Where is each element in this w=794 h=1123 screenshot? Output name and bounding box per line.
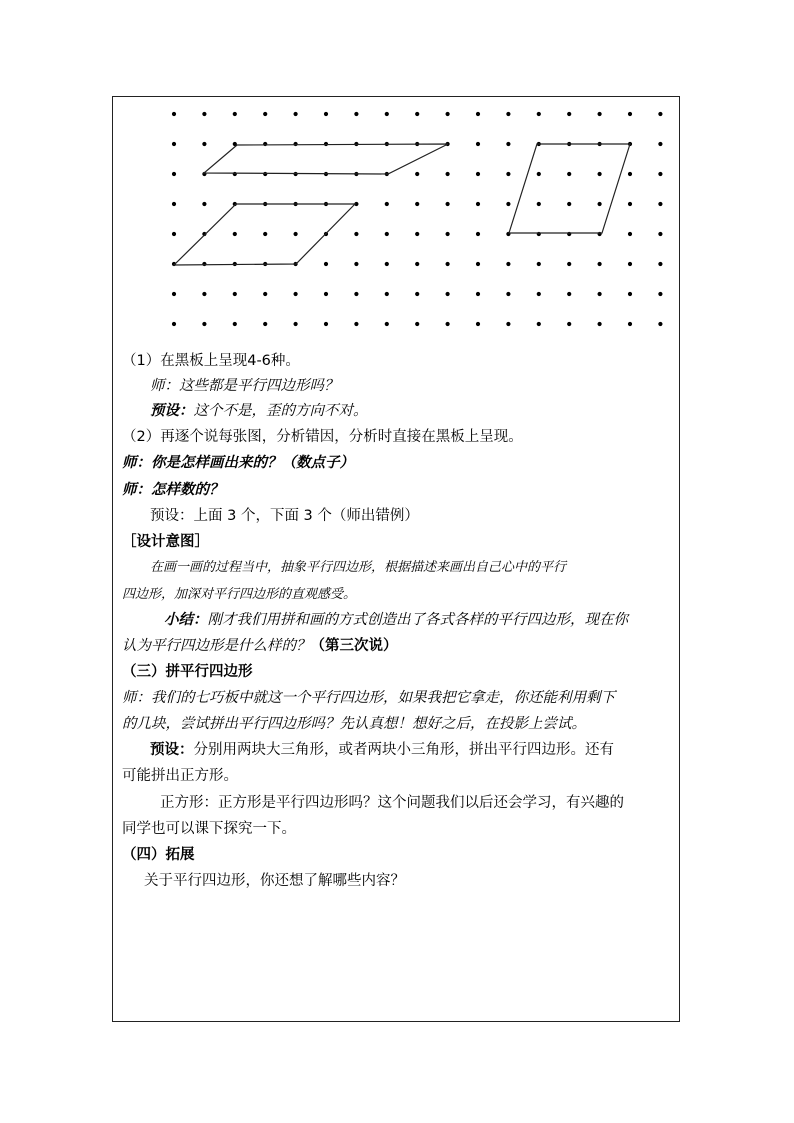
grid-dot <box>354 292 358 296</box>
grid-dot <box>446 112 450 116</box>
grid-dot <box>658 232 662 236</box>
grid-dot <box>658 142 662 146</box>
grid-dot <box>233 112 237 116</box>
grid-dot <box>172 112 176 116</box>
grid-dot <box>294 142 298 146</box>
grid-dot <box>233 232 237 236</box>
grid-dot <box>567 322 571 326</box>
grid-dot <box>506 142 510 146</box>
line-18: 正方形：正方形是平行四边形吗？这个问题我们以后还会学习，有兴趣的 <box>160 795 624 811</box>
grid-dot <box>628 172 632 176</box>
grid-dot <box>446 202 450 206</box>
grid-dot <box>233 292 237 296</box>
grid-dot <box>446 262 450 266</box>
grid-dot <box>172 172 176 176</box>
line-10: 四边形，加深对平行四边形的直观感受。 <box>122 587 357 602</box>
grid-dot <box>567 202 571 206</box>
grid-dot <box>537 322 541 326</box>
grid-dot <box>476 142 480 146</box>
grid-dot <box>385 262 389 266</box>
grid-dot <box>476 262 480 266</box>
grid-dot <box>446 232 450 236</box>
grid-dot <box>476 322 480 326</box>
grid-dot <box>567 172 571 176</box>
grid-dot <box>598 292 602 296</box>
grid-dot <box>658 112 662 116</box>
grid-dot <box>628 202 632 206</box>
line-14: 师：我们的七巧板中就这一个平行四边形，如果我把它拿走，你还能利用剩下 <box>122 690 615 706</box>
grid-dot <box>415 262 419 266</box>
grid-dot <box>446 292 450 296</box>
line-4: （2）再逐个说每张图，分析错因，分析时直接在黑板上呈现。 <box>122 429 523 445</box>
grid-dot <box>567 112 571 116</box>
grid-dot <box>354 232 358 236</box>
line-2: 师：这些都是平行四边形吗？ <box>150 378 339 394</box>
grid-dot <box>476 112 480 116</box>
grid-dot <box>385 112 389 116</box>
grid-dot <box>567 262 571 266</box>
grid-dot <box>658 172 662 176</box>
grid-dot <box>294 232 298 236</box>
line-9: 在画一画的过程当中，抽象平行四边形，根据描述来画出自己心中的平行 <box>150 560 567 575</box>
grid-dot <box>294 112 298 116</box>
section-3-heading: （三）拼平行四边形 <box>122 664 253 680</box>
grid-dot <box>354 322 358 326</box>
grid-dot <box>598 112 602 116</box>
grid-dot <box>537 202 541 206</box>
grid-dot <box>172 322 176 326</box>
grid-dot <box>263 112 267 116</box>
grid-dot <box>385 232 389 236</box>
grid-dot <box>263 292 267 296</box>
parallelogram-top-long <box>204 144 448 174</box>
grid-dot <box>324 262 328 266</box>
parallelogram-right <box>509 144 630 233</box>
grid-dot <box>506 202 510 206</box>
grid-dot <box>537 172 541 176</box>
grid-dot <box>415 172 419 176</box>
grid-dot <box>658 322 662 326</box>
grid-dot <box>446 172 450 176</box>
grid-dot <box>628 112 632 116</box>
grid-dot <box>202 202 206 206</box>
grid-dot <box>415 112 419 116</box>
grid-dot <box>172 202 176 206</box>
line-21: 关于平行四边形，你还想了解哪些内容？ <box>144 873 405 889</box>
grid-dot <box>354 262 358 266</box>
line-3: 预设：这个不是，歪的方向不对。 <box>150 402 368 419</box>
grid-dot <box>415 292 419 296</box>
grid-dot <box>172 292 176 296</box>
grid-dot <box>202 112 206 116</box>
section-4-heading: （四）拓展 <box>122 847 195 863</box>
grid-dot <box>628 232 632 236</box>
line-6: 师：怎样数的？ <box>122 481 224 498</box>
grid-dot <box>202 262 206 266</box>
grid-dot <box>233 322 237 326</box>
grid-dot <box>324 112 328 116</box>
grid-dot <box>598 202 602 206</box>
grid-dot <box>658 262 662 266</box>
grid-dot <box>506 172 510 176</box>
grid-dot <box>294 292 298 296</box>
grid-dot <box>263 322 267 326</box>
grid-dot <box>263 232 267 236</box>
grid-dot <box>385 322 389 326</box>
grid-dot <box>324 322 328 326</box>
grid-dot <box>506 262 510 266</box>
line-19: 同学也可以课下探究一下。 <box>122 821 296 837</box>
grid-dot <box>506 322 510 326</box>
grid-dot <box>385 202 389 206</box>
grid-dot <box>598 262 602 266</box>
grid-dot <box>385 292 389 296</box>
grid-dot <box>476 232 480 236</box>
grid-dot <box>506 112 510 116</box>
grid-dot <box>476 292 480 296</box>
grid-dot <box>233 172 237 176</box>
grid-dot <box>415 202 419 206</box>
grid-dot <box>658 202 662 206</box>
grid-dot <box>202 322 206 326</box>
grid-dot <box>628 322 632 326</box>
line-16: 预设：分别用两块大三角形，或者两块小三角形，拼出平行四边形。还有 <box>150 742 614 758</box>
line-5: 师：你是怎样画出来的？（数点子） <box>122 454 354 471</box>
grid-dot <box>202 292 206 296</box>
grid-dot <box>415 232 419 236</box>
grid-dot <box>476 172 480 176</box>
grid-dot <box>628 262 632 266</box>
grid-dot <box>476 202 480 206</box>
grid-dot <box>263 172 267 176</box>
dot-grid-figure <box>112 96 680 346</box>
grid-dot <box>415 322 419 326</box>
grid-dot <box>172 232 176 236</box>
grid-dot <box>506 292 510 296</box>
line-7: 预设：上面 3 个，下面 3 个（师出错例） <box>150 508 419 524</box>
line-1: （1）在黑板上呈现4-6种。 <box>122 353 300 369</box>
line-12: 认为平行四边形是什么样的？（第三次说） <box>122 638 398 654</box>
grid-dot <box>567 292 571 296</box>
grid-dot <box>598 322 602 326</box>
grid-dot <box>446 322 450 326</box>
grid-dot <box>354 112 358 116</box>
grid-dot <box>537 112 541 116</box>
grid-dot <box>598 172 602 176</box>
grid-dot <box>172 142 176 146</box>
grid-dot <box>294 322 298 326</box>
grid-dot <box>658 292 662 296</box>
grid-dot <box>537 262 541 266</box>
line-17: 可能拼出正方形。 <box>122 768 238 784</box>
line-11: 小结：刚才我们用拼和画的方式创造出了各式各样的平行四边形，现在你 <box>164 611 628 628</box>
grid-dot <box>628 292 632 296</box>
design-intent-heading: ［设计意图］ <box>122 534 209 550</box>
grid-dot <box>324 292 328 296</box>
line-15: 的几块，尝试拼出平行四边形吗？先认真想！想好之后，在投影上尝试。 <box>122 716 586 732</box>
grid-dot <box>202 142 206 146</box>
grid-dot <box>537 292 541 296</box>
